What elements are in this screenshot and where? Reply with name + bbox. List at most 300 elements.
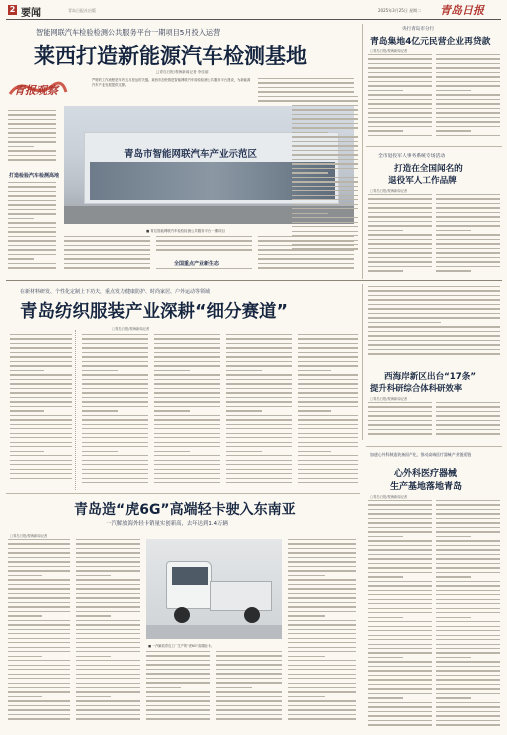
text-line: [146, 718, 210, 719]
right2-byline: □青岛日报/观海新闻记者: [370, 189, 408, 193]
text-line: [82, 356, 148, 357]
text-line: [368, 54, 432, 55]
text-line: [64, 249, 150, 250]
text-line: [76, 700, 140, 701]
main-headline: 莱西打造新能源汽车检测基地: [34, 44, 307, 68]
text-line: [298, 406, 358, 407]
text-line: [76, 656, 111, 657]
text-line: [82, 469, 148, 470]
text-line: [368, 90, 403, 91]
text-line: [368, 286, 500, 287]
text-line: [292, 199, 358, 200]
truck-body: [210, 581, 272, 611]
text-line: [154, 365, 220, 366]
text-line: [368, 344, 500, 345]
text-line: [436, 266, 500, 267]
text-line: [436, 509, 500, 510]
text-line: [288, 548, 356, 549]
text-line: [368, 549, 432, 550]
text-line: [76, 642, 140, 643]
text-line: [10, 392, 72, 393]
text-line: [298, 437, 358, 438]
main-col-3: [156, 236, 252, 258]
text-line: [154, 410, 190, 411]
text-line: [292, 172, 328, 173]
text-line: [82, 392, 148, 393]
text-line: [298, 415, 358, 416]
text-line: [154, 392, 220, 393]
text-line: [292, 159, 358, 160]
text-line: [216, 673, 282, 674]
mid-bullets: [10, 334, 72, 486]
section-rule-1: [6, 280, 502, 281]
text-line: [8, 539, 70, 540]
text-line: [10, 379, 72, 380]
main-subhead-1: 打造检验汽车检测高地: [9, 173, 60, 179]
text-line: [76, 593, 140, 594]
text-line: [8, 709, 70, 710]
main-col-1b: [8, 182, 56, 274]
text-line: [298, 379, 358, 380]
text-line: [368, 72, 432, 73]
text-line: [10, 433, 72, 434]
text-line: [368, 322, 441, 323]
text-line: [154, 442, 220, 443]
page-header: [0, 0, 507, 22]
text-line: [8, 146, 34, 147]
right-story-1: [366, 24, 502, 144]
text-line: [368, 58, 432, 59]
text-line: [8, 150, 56, 151]
text-line: [10, 352, 72, 353]
text-line: [298, 442, 358, 443]
text-line: [226, 437, 292, 438]
text-line: [216, 718, 282, 719]
main-col-1: [8, 110, 56, 168]
text-line: [226, 365, 292, 366]
text-line: [154, 464, 220, 465]
text-line: [76, 606, 140, 607]
text-line: [288, 602, 356, 603]
text-line: [436, 243, 500, 244]
text-line: [368, 207, 432, 208]
text-line: [368, 576, 403, 577]
text-line: [436, 108, 500, 109]
text-line: [154, 460, 220, 461]
text-line: [258, 267, 354, 268]
text-line: [10, 370, 44, 371]
text-line: [292, 96, 358, 97]
text-line: [368, 554, 432, 555]
text-line: [436, 661, 500, 662]
truck-wheel-front: [174, 607, 190, 623]
bottomright-byline: □青岛日报/观海新闻记者: [370, 495, 408, 499]
text-line: [436, 261, 500, 262]
text-line: [82, 365, 148, 366]
text-line: [154, 478, 220, 479]
text-line: [258, 82, 354, 83]
text-line: [226, 446, 292, 447]
text-line: [298, 460, 358, 461]
text-line: [8, 660, 70, 661]
text-line: [298, 428, 358, 429]
text-line: [436, 76, 500, 77]
text-line: [288, 660, 356, 661]
text-line: [288, 678, 356, 679]
text-line: [8, 575, 42, 576]
text-line: [8, 240, 56, 241]
text-line: [146, 660, 210, 661]
page-number: 2: [9, 5, 16, 14]
text-line: [436, 94, 500, 95]
bottomright-col-1: [368, 500, 432, 730]
text-line: [82, 374, 148, 375]
text-line: [368, 304, 500, 305]
text-line: [292, 123, 358, 124]
text-line: [154, 388, 220, 389]
text-line: [10, 338, 72, 339]
text-line: [154, 401, 220, 402]
text-line: [8, 137, 56, 138]
text-line: [82, 343, 148, 344]
text-line: [226, 428, 292, 429]
text-line: [154, 451, 190, 452]
text-line: [8, 128, 56, 129]
text-line: [368, 239, 432, 240]
text-line: [288, 647, 356, 648]
text-line: [436, 612, 500, 613]
text-line: [368, 429, 432, 430]
text-line: [10, 419, 72, 420]
text-line: [8, 231, 56, 232]
text-line: [368, 540, 432, 541]
text-line: [8, 548, 70, 549]
text-line: [226, 419, 292, 420]
text-line: [226, 478, 292, 479]
text-line: [298, 482, 358, 483]
text-line: [226, 433, 292, 434]
qingbao-observe-logo: [8, 76, 72, 104]
text-line: [8, 267, 56, 268]
text-line: [368, 299, 500, 300]
text-line: [146, 678, 210, 679]
bottomright-kicker: 加速心外科制造装备国产化，推动高端医疗器械产业链延链: [370, 452, 472, 457]
text-line: [368, 130, 403, 131]
text-line: [368, 711, 432, 712]
main-photo-caption: ■ 青岛智能网联汽车检验检测公共服务平台一期项目: [146, 229, 225, 233]
text-line: [368, 693, 432, 694]
text-line: [154, 356, 220, 357]
text-line: [292, 217, 358, 218]
right1-headline: 青岛集地4亿元民营企业再贷款: [370, 37, 491, 47]
text-line: [10, 343, 72, 344]
text-line: [368, 406, 432, 407]
text-line: [368, 518, 432, 519]
text-line: [226, 361, 292, 362]
bottom-subhead: 一汽解放海外轻卡销量实创新高，去年达到1.4万辆: [106, 521, 228, 527]
text-line: [368, 221, 432, 222]
text-line: [76, 687, 140, 688]
text-line: [368, 536, 403, 537]
text-line: [8, 651, 70, 652]
text-line: [8, 597, 70, 598]
text-line: [64, 254, 150, 255]
text-line: [82, 397, 148, 398]
text-line: [368, 94, 432, 95]
text-line: [8, 543, 70, 544]
text-line: [368, 117, 432, 118]
text-line: [76, 561, 140, 562]
text-line: [76, 696, 111, 697]
text-line: [10, 356, 72, 357]
text-line: [76, 548, 140, 549]
text-line: [76, 660, 140, 661]
text-line: [82, 464, 148, 465]
text-line: [154, 482, 220, 483]
text-line: [292, 190, 358, 191]
text-line: [76, 669, 140, 670]
text-line: [368, 266, 432, 267]
text-line: [288, 575, 325, 576]
text-line: [436, 103, 500, 104]
text-line: [436, 706, 500, 707]
text-line: [436, 585, 500, 586]
text-line: [436, 590, 500, 591]
text-line: [368, 630, 432, 631]
text-line: [298, 478, 358, 479]
text-line: [8, 584, 70, 585]
text-line: [216, 655, 282, 656]
text-line: [154, 397, 220, 398]
text-line: [368, 684, 432, 685]
text-line: [436, 545, 500, 546]
right2-headline-2: 退役军人工作品牌: [388, 176, 457, 186]
text-line: [154, 383, 220, 384]
text-line: [8, 227, 56, 228]
text-line: [436, 135, 500, 136]
text-line: [368, 581, 432, 582]
text-line: [436, 58, 500, 59]
text-line: [154, 370, 190, 371]
text-line: [82, 370, 118, 371]
midright-headline-2: 提升科研综合体科研效率: [370, 383, 463, 393]
text-line: [368, 706, 432, 707]
text-line: [292, 195, 358, 196]
text-line: [298, 374, 358, 375]
text-line: [76, 651, 140, 652]
text-line: [436, 554, 500, 555]
text-line: [258, 91, 354, 92]
text-line: [8, 245, 56, 246]
text-line: [368, 349, 500, 350]
text-line: [292, 235, 358, 236]
text-line: [292, 127, 358, 128]
text-line: [368, 121, 432, 122]
text-line: [82, 361, 148, 362]
header-date: 2025年3月25日 星期二: [378, 8, 422, 13]
text-line: [292, 208, 358, 209]
text-line: [82, 433, 148, 434]
text-line: [368, 724, 432, 725]
text-line: [298, 410, 331, 411]
text-line: [82, 446, 148, 447]
text-line: [146, 682, 210, 683]
text-line: [368, 99, 432, 100]
text-line: [10, 473, 72, 474]
text-line: [76, 709, 140, 710]
text-line: [292, 168, 358, 169]
text-line: [298, 455, 358, 456]
text-line: [298, 469, 358, 470]
text-line: [368, 500, 432, 501]
text-line: [436, 225, 500, 226]
text-line: [288, 687, 356, 688]
text-line: [436, 429, 500, 430]
text-line: [288, 593, 356, 594]
text-line: [368, 639, 432, 640]
bottom-col-4: [216, 651, 282, 727]
text-line: [368, 290, 500, 291]
text-line: [288, 705, 356, 706]
text-line: [8, 218, 34, 219]
text-line: [10, 374, 72, 375]
text-line: [226, 469, 292, 470]
text-line: [436, 688, 500, 689]
text-line: [368, 126, 432, 127]
text-line: [216, 714, 282, 715]
text-line: [368, 108, 432, 109]
text-line: [10, 383, 72, 384]
text-line: [288, 539, 356, 540]
text-line: [146, 673, 210, 674]
text-line: [226, 460, 292, 461]
text-line: [10, 455, 72, 456]
text-line: [154, 428, 220, 429]
text-line: [226, 464, 292, 465]
text-line: [8, 665, 70, 666]
text-line: [82, 428, 148, 429]
text-line: [146, 696, 210, 697]
text-line: [226, 374, 292, 375]
text-line: [368, 702, 432, 703]
text-line: [82, 401, 148, 402]
text-line: [10, 361, 72, 362]
text-line: [288, 691, 356, 692]
mid-right-story: [366, 284, 502, 444]
text-line: [436, 522, 500, 523]
text-line: [8, 200, 56, 201]
right1-kicker: 央行青岛市分行: [402, 27, 435, 32]
text-line: [292, 226, 358, 227]
text-line: [146, 687, 181, 688]
midright-col-1: [368, 402, 432, 442]
text-line: [216, 660, 282, 661]
text-line: [436, 72, 500, 73]
text-line: [368, 112, 432, 113]
text-line: [292, 136, 358, 137]
text-line: [436, 617, 471, 618]
text-line: [154, 437, 220, 438]
mid-col-2: [154, 334, 220, 488]
text-line: [8, 611, 70, 612]
bottom-headline: 青岛造“虎6G”高端轻卡驶入东南亚: [74, 502, 296, 518]
text-line: [82, 455, 148, 456]
text-line: [76, 633, 140, 634]
text-line: [436, 252, 500, 253]
text-line: [368, 626, 432, 627]
text-line: [76, 705, 140, 706]
text-line: [156, 268, 252, 269]
building-sign: 青岛市智能网联汽车产业示范区: [124, 149, 258, 160]
text-line: [76, 714, 140, 715]
text-line: [436, 693, 500, 694]
text-line: [76, 620, 140, 621]
text-line: [82, 338, 148, 339]
text-line: [10, 451, 44, 452]
text-line: [298, 334, 358, 335]
text-line: [368, 331, 500, 332]
text-line: [8, 119, 56, 120]
text-line: [258, 78, 354, 79]
text-line: [154, 446, 220, 447]
text-line: [8, 588, 70, 589]
text-line: [436, 411, 500, 412]
section-rule-2: [6, 493, 360, 494]
text-line: [292, 163, 358, 164]
text-line: [146, 705, 210, 706]
text-line: [436, 198, 500, 199]
text-line: [436, 567, 500, 568]
masthead: 青岛日报: [440, 4, 484, 17]
text-line: [368, 103, 432, 104]
text-line: [82, 379, 148, 380]
text-line: [436, 679, 500, 680]
text-line: [298, 473, 358, 474]
text-line: [82, 406, 148, 407]
text-line: [82, 437, 148, 438]
text-line: [82, 482, 148, 483]
text-line: [436, 626, 500, 627]
text-line: [288, 557, 356, 558]
right1-col-1: [368, 54, 432, 142]
text-line: [298, 365, 358, 366]
text-line: [298, 401, 358, 402]
text-line: [10, 388, 72, 389]
text-line: [8, 606, 70, 607]
text-line: [8, 566, 70, 567]
text-line: [76, 584, 140, 585]
text-line: [8, 249, 56, 250]
text-line: [292, 114, 358, 115]
text-line: [368, 661, 432, 662]
text-line: [436, 549, 500, 550]
text-line: [368, 558, 432, 559]
text-line: [226, 410, 262, 411]
text-line: [288, 543, 356, 544]
text-line: [288, 700, 356, 701]
text-line: [368, 652, 432, 653]
text-line: [368, 679, 432, 680]
text-line: [288, 606, 356, 607]
text-line: [436, 572, 500, 573]
text-line: [258, 258, 354, 259]
text-line: [10, 334, 72, 335]
text-line: [8, 718, 70, 719]
text-line: [154, 334, 220, 335]
text-line: [8, 570, 70, 571]
mid-kicker: 在新材料研发、个性化定制上下功夫，重点发力健康防护、时尚家居、户外运动等领域: [20, 289, 211, 295]
text-line: [146, 700, 210, 701]
